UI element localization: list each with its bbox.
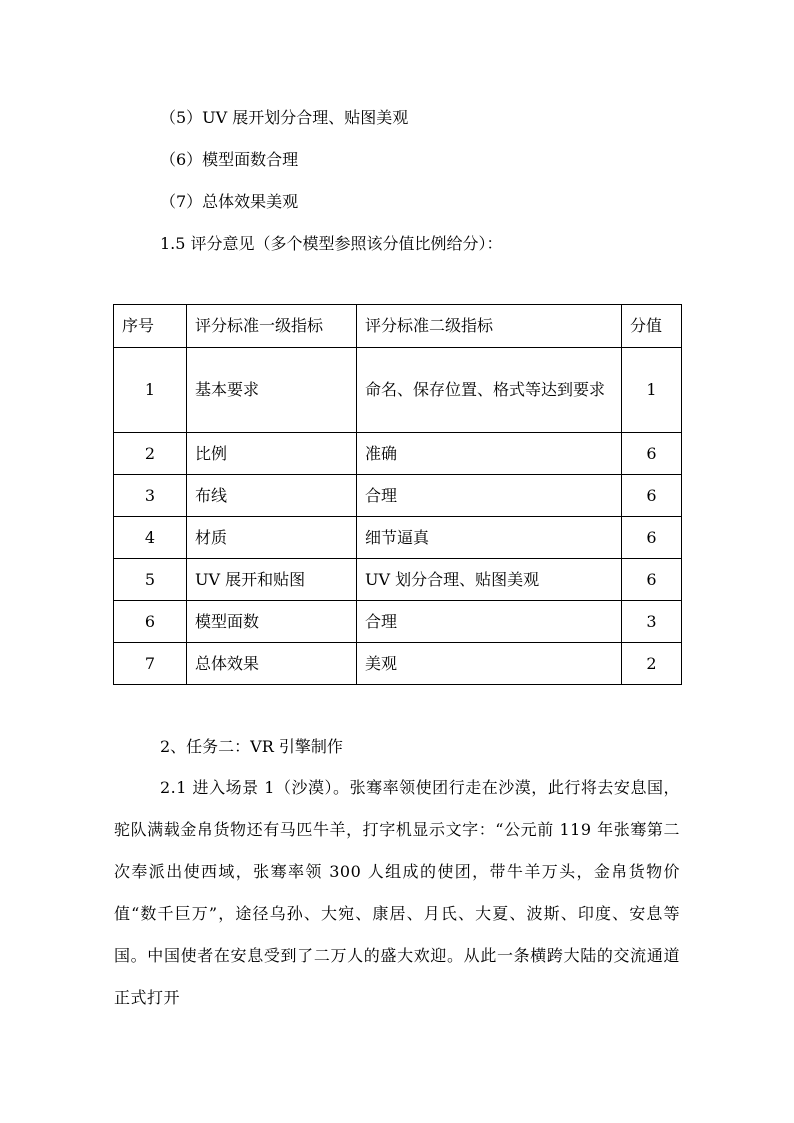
cell-level2: UV 划分合理、贴图美观 (357, 559, 622, 601)
cell-no: 2 (114, 433, 187, 475)
table-row (114, 517, 682, 559)
cell-no: 5 (114, 559, 187, 601)
cell-level2-text: 命名、保存位置、格式等达到要求 (365, 380, 606, 399)
cell-no: 6 (114, 601, 187, 643)
header-no: 序号 (114, 305, 187, 348)
cell-score: 3 (622, 601, 682, 643)
cell-score: 6 (622, 475, 682, 517)
task-heading: 2、任务二：VR 引擎制作 (160, 737, 343, 756)
cell-score: 2 (622, 643, 682, 685)
cell-no: 7 (114, 643, 187, 685)
cell-score: 6 (622, 433, 682, 475)
cell-level2: 合理 (357, 475, 622, 517)
cell-score: 6 (622, 517, 682, 559)
cell-level2: 细节逼真 (357, 517, 622, 559)
score-table (113, 304, 682, 685)
section-title: 1.5 评分意见（多个模型参照该分值比例给分）： (160, 234, 503, 253)
table-row (114, 601, 682, 643)
table-row (114, 348, 682, 433)
cell-no: 3 (114, 475, 187, 517)
cell-level1: 模型面数 (187, 601, 357, 643)
cell-level2 (357, 348, 622, 433)
cell-level1: UV 展开和贴图 (187, 559, 357, 601)
table-header-row (114, 305, 682, 348)
cell-score: 1 (622, 348, 682, 433)
table-row (114, 433, 682, 475)
cell-no: 1 (114, 348, 187, 433)
table-row (114, 475, 682, 517)
task-paragraph: 2.1 进入场景 1（沙漠）。张骞率领使团行走在沙漠，此行将去安息国，驼队满载金帛货物还有马匹牛羊，打字机显示文字：“公元前 119 年张骞第二次奉派出使西域，张骞率领 300 人组成的使团，带牛羊万头，金帛货物价值“数千巨万”，途径乌孙、大宛、康居、月氏、大夏、波斯、印度、安息等国。中国使者在安息受到了二万人的盛大欢迎。从此一条横跨大陆的交流通道正式打开 (114, 778, 680, 1007)
cell-level2: 美观 (357, 643, 622, 685)
header-level2: 评分标准二级指标 (357, 305, 622, 348)
header-level1: 评分标准一级指标 (187, 305, 357, 348)
cell-level1: 基本要求 (187, 348, 357, 433)
list-item-6: （6）模型面数合理 (160, 150, 299, 169)
cell-level1: 布线 (187, 475, 357, 517)
cell-no: 4 (114, 517, 187, 559)
list-item-7: （7）总体效果美观 (160, 192, 299, 211)
table-row (114, 559, 682, 601)
cell-score: 6 (622, 559, 682, 601)
cell-level1: 总体效果 (187, 643, 357, 685)
cell-level1: 比例 (187, 433, 357, 475)
cell-level1: 材质 (187, 517, 357, 559)
cell-level2: 准确 (357, 433, 622, 475)
table-row (114, 643, 682, 685)
cell-level2: 合理 (357, 601, 622, 643)
list-item-5: （5）UV 展开划分合理、贴图美观 (160, 108, 409, 127)
header-score: 分值 (622, 305, 682, 348)
